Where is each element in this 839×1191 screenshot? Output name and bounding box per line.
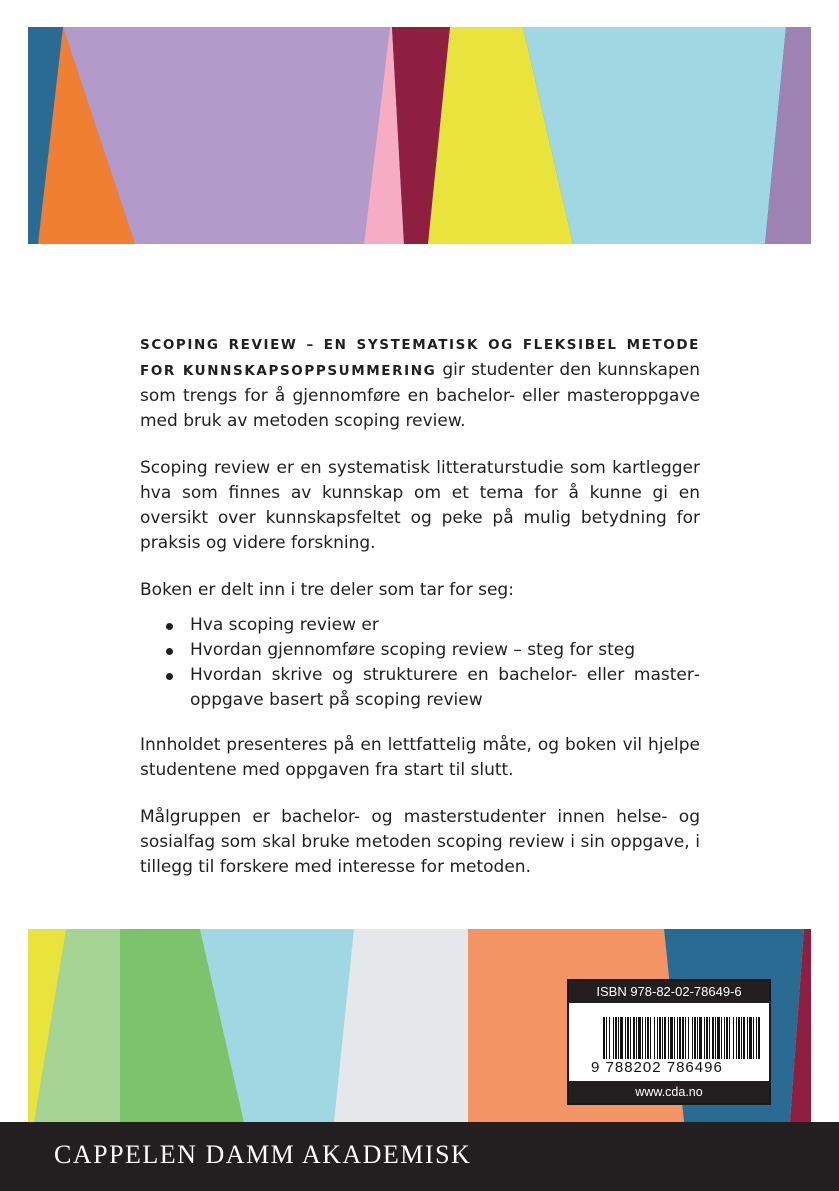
barcode-bar bbox=[741, 1017, 742, 1059]
barcode-bar bbox=[618, 1017, 619, 1059]
barcode-bar bbox=[729, 1017, 730, 1059]
back-cover-text bbox=[140, 332, 700, 902]
barcode-bar bbox=[706, 1017, 708, 1059]
barcode-bar bbox=[638, 1017, 641, 1059]
publisher-footer bbox=[0, 1122, 839, 1191]
barcode-bar bbox=[738, 1017, 740, 1059]
list-item: Hvordan gjennomføre scoping review – steg for steg bbox=[190, 638, 700, 663]
audience-paragraph: Målgruppen er bachelor- og masterstudenter innen helse- og sosialfag som skal bruke metoden scoping review i sin oppgave, i tillegg til forskere med interesse for metoden. bbox=[140, 807, 700, 877]
barcode-bar bbox=[627, 1017, 629, 1059]
list-item: Hva scoping review er bbox=[190, 613, 700, 638]
barcode-bar bbox=[685, 1017, 686, 1059]
publisher-name: CAPPELEN DAMM AKADEMISK bbox=[54, 1140, 472, 1169]
isbn-barcode-box bbox=[567, 979, 771, 1105]
barcode-bar bbox=[753, 1017, 754, 1059]
top-color-band bbox=[28, 27, 811, 244]
presentation-paragraph: Innholdet presenteres på en lettfattelig måte, og boken vil hjelpe studentene med oppgaven fra start til slutt. bbox=[140, 735, 700, 780]
barcode-bar bbox=[747, 1017, 748, 1059]
barcode-bar bbox=[712, 1017, 714, 1059]
barcode-bar bbox=[654, 1017, 655, 1059]
list-item: Hvordan skrive og strukturere en bachelor- eller masteroppgave basert på scoping review bbox=[190, 663, 700, 713]
lead-paragraph bbox=[140, 332, 700, 434]
contents-intro: Boken er delt inn i tre deler som tar for seg: bbox=[140, 580, 514, 600]
barcode-bar bbox=[645, 1017, 646, 1059]
barcode-bar bbox=[736, 1017, 737, 1059]
barcode-bar bbox=[606, 1017, 607, 1059]
barcode-bar bbox=[726, 1017, 728, 1059]
barcode-bar bbox=[674, 1017, 675, 1059]
barcode bbox=[603, 1017, 767, 1059]
barcode-bar bbox=[699, 1017, 702, 1059]
barcode-bar bbox=[715, 1017, 716, 1059]
barcode-bar bbox=[704, 1017, 705, 1059]
barcode-bar bbox=[677, 1017, 678, 1059]
barcode-bar bbox=[682, 1017, 684, 1059]
barcode-bar bbox=[615, 1017, 617, 1059]
barcode-bar bbox=[679, 1017, 681, 1059]
barcode-bar bbox=[743, 1017, 745, 1059]
contents-list bbox=[140, 613, 700, 713]
lead-paragraph-rest: gir studenter den kunnskapen som trengs for å gjennomføre en bachelor- eller masteroppgave med bruk av metoden scoping review. bbox=[140, 360, 700, 431]
barcode-bar bbox=[717, 1017, 720, 1059]
publisher-url: www.cda.no bbox=[569, 1081, 769, 1103]
barcode-bar bbox=[694, 1017, 696, 1059]
barcode-bar bbox=[625, 1017, 626, 1059]
barcode-bar bbox=[659, 1017, 661, 1059]
barcode-bar bbox=[657, 1017, 658, 1059]
barcode-bar bbox=[620, 1017, 623, 1059]
barcode-bar bbox=[647, 1017, 649, 1059]
barcode-bar bbox=[642, 1017, 643, 1059]
barcode-bar bbox=[749, 1017, 752, 1059]
barcode-bar bbox=[662, 1017, 663, 1059]
barcode-bar bbox=[756, 1017, 757, 1059]
book-title-caps: SCOPING REVIEW – EN SYSTEMATISK OG FLEKSIBEL METODE FOR KUNNSKAPSOPPSUMMERING bbox=[140, 337, 700, 379]
barcode-bar bbox=[692, 1017, 693, 1059]
isbn-label: ISBN 978-82-02-78649-6 bbox=[569, 981, 769, 1003]
barcode-bar bbox=[664, 1017, 666, 1059]
barcode-bar bbox=[613, 1017, 614, 1059]
barcode-bar bbox=[630, 1017, 631, 1059]
barcode-bar bbox=[697, 1017, 698, 1059]
barcode-digits: 9 788202 786496 bbox=[591, 1059, 723, 1076]
barcode-bar bbox=[724, 1017, 725, 1059]
barcode-bar bbox=[603, 1017, 605, 1059]
barcode-bar bbox=[758, 1017, 760, 1059]
barcode-bar bbox=[650, 1017, 651, 1059]
barcode-bar bbox=[668, 1017, 669, 1059]
barcode-bar bbox=[633, 1017, 635, 1059]
barcode-bar bbox=[709, 1017, 710, 1059]
barcode-bar bbox=[688, 1017, 689, 1059]
barcode-bar bbox=[670, 1017, 673, 1059]
description-paragraph: Scoping review er en systematisk litteraturstudie som kartlegger hva som finnes av kunnskap om et tema for å kunne gi en oversikt over kunnskapsfeltet og peke på mulig betydning for praksis og videre forskning. bbox=[140, 458, 700, 553]
barcode-bar bbox=[636, 1017, 637, 1059]
barcode-bar bbox=[721, 1017, 722, 1059]
barcode-bar bbox=[733, 1017, 734, 1059]
barcode-bar bbox=[609, 1017, 610, 1059]
